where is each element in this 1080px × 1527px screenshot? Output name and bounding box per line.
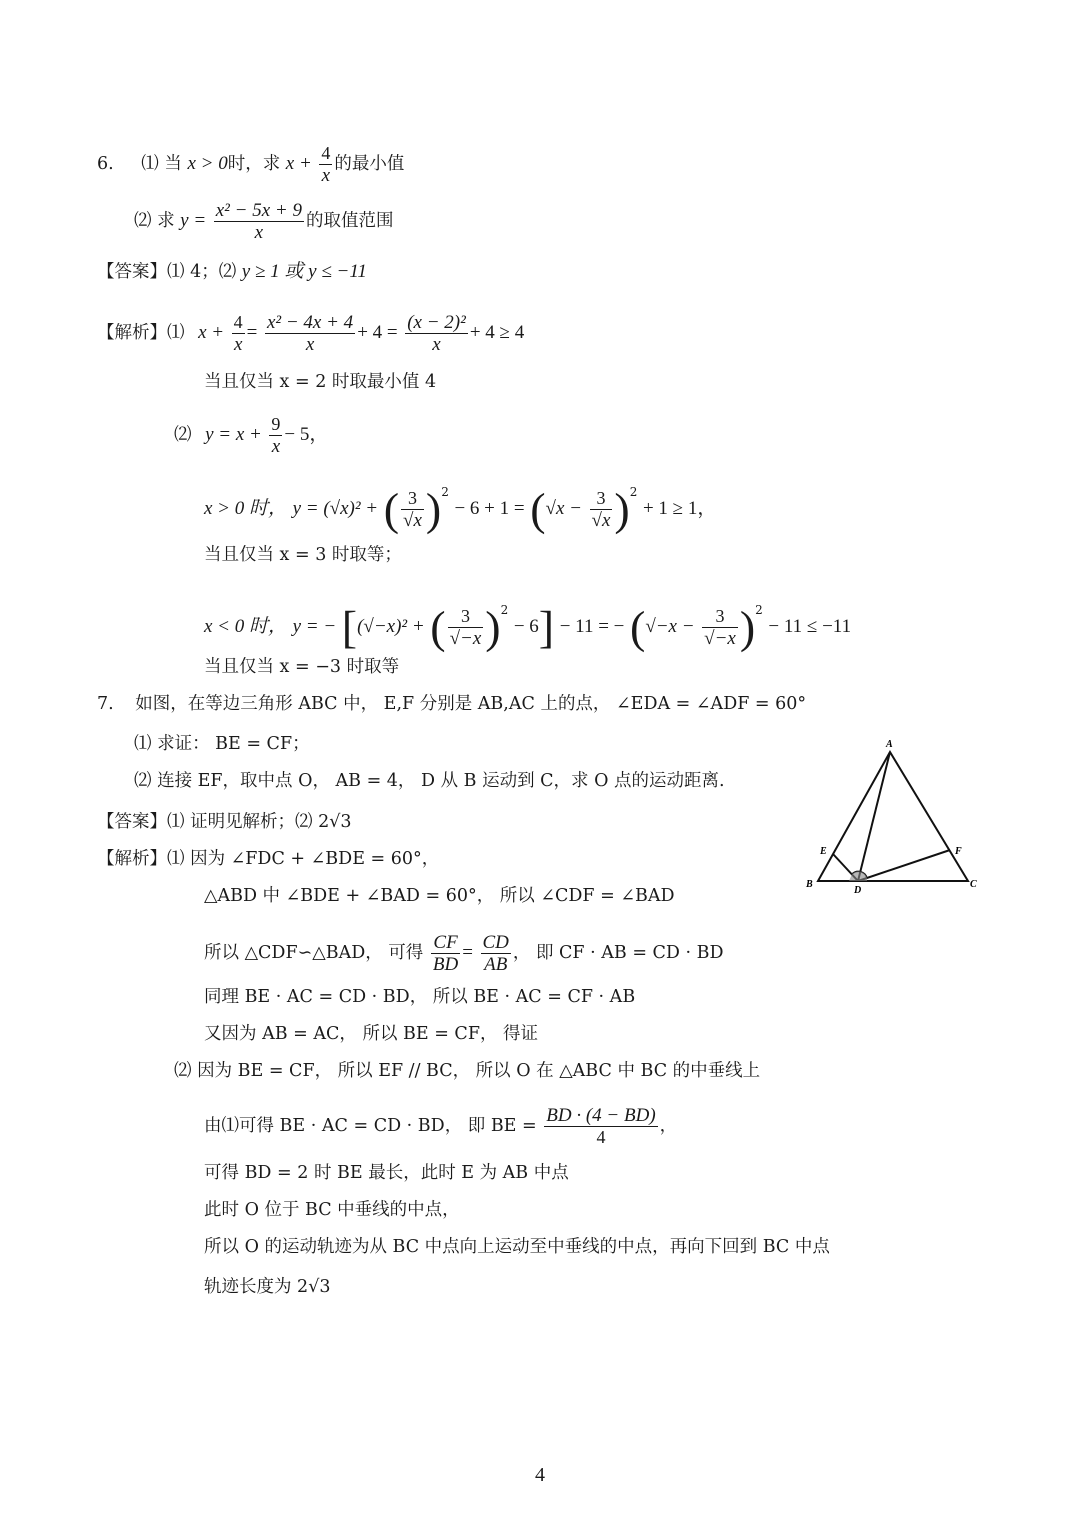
problem7-solution-line11: 轨迹长度为 2√3: [204, 1277, 331, 1297]
problem7-solution-line1: 【解析】⑴ 因为 ∠FDC + ∠BDE = 60°，: [97, 849, 440, 869]
problem6-part2: ⑵ 求 y = $\frac{\text{x² − 5x + 9}}{x}$ 的取值范围: [134, 200, 394, 243]
label-c: C: [970, 879, 977, 890]
label-f: F: [955, 846, 962, 857]
problem7-solution-line5: 又因为 AB = AC， 所以 BE = CF， 得证: [204, 1024, 539, 1044]
problem7-solution-line2: △ABD 中 ∠BDE + ∠BAD = 60°， 所以 ∠CDF = ∠BAD: [204, 886, 675, 906]
fraction-quadratic: $\frac{\text{x² − 5x + 9}}{x}$: [215, 200, 302, 243]
label-a: A: [886, 739, 893, 750]
segment-df: [858, 850, 950, 881]
problem7-solution-line7: 由⑴可得 BE · AC = CD · BD， 即 BE = $\frac{BD \cdot (4 - BD)}{4}$ ，: [204, 1105, 678, 1147]
problem7-answer: 【答案】⑴ 证明见解析；⑵ 2√3: [97, 812, 352, 832]
problem6-answer: 【答案】⑴ 4；⑵ y ≥ 1 或 y ≤ −11: [97, 261, 367, 282]
problem6-solution-line4: x > 0 时， y = (√x)² + ( $\frac{3}{√x}$ )$^2$ − 6 + 1 = (√x − $\frac{3}{√x}$ )$^2$ + 1 ≥ 1，: [204, 483, 717, 535]
label-b: B: [806, 879, 813, 890]
problem6-solution-line6: x < 0 时， y = − [(√−x)² + ( $\frac{3}{√-x}$ )$^2$ − 6] − 11 = − (√−x − $\frac{3}{√-x}$ )$^2$ − 11 ≤ −11: [204, 601, 852, 653]
problem7-solution-line4: 同理 BE · AC = CD · BD， 所以 BE · AC = CF · AB: [204, 987, 636, 1007]
problem7-solution-line9: 此时 O 位于 BC 中垂线的中点，: [204, 1200, 460, 1220]
label-e: E: [820, 846, 827, 857]
problem6-solution-line1: 【解析】⑴ x + $\frac{4}{x}$ = $\frac{\text{x² − 4x + 4}}{x}$ + 4 = $\frac{\text{(x − 2)²}}{x}$ + 4 ≥ 4: [97, 312, 525, 355]
problem6-solution-line2: 当且仅当 x = 2 时取最小值 4: [204, 372, 437, 392]
problem7-stem: 7. 如图，在等边三角形 ABC 中， E,F 分别是 AB,AC 上的点， ∠EDA = ∠ADF = 60°: [97, 694, 807, 714]
problem6-solution-line5: 当且仅当 x = 3 时取等；: [204, 545, 402, 565]
problem7-solution-line6: ⑵ 因为 BE = CF， 所以 EF // BC， 所以 O 在 △ABC 中 BC 的中垂线上: [174, 1061, 761, 1081]
problem7-part2: ⑵ 连接 EF，取中点 O， AB = 4， D 从 B 运动到 C，求 O 点的运动距离.: [134, 771, 725, 791]
problem7-solution-line3: 所以 △CDF∽△BAD， 可得 $\frac{CF}{BD}$ = $\frac{CD}{AB}$ ， 即 CF · AB = CD · BD: [204, 932, 724, 975]
problem6-number: 6.: [97, 154, 114, 174]
label-d: D: [854, 885, 862, 896]
segment-ad: [858, 752, 890, 881]
triangle-figure: [800, 730, 990, 900]
problem6-solution-line3: ⑵ y = x + $\frac{9}{x}$ − 5，: [174, 414, 329, 457]
problem7-solution-line8: 可得 BD = 2 时 BE 最长，此时 E 为 AB 中点: [204, 1163, 569, 1183]
fraction-4-over-x: $\frac{4}{x}$: [321, 143, 331, 186]
problem7-part1: ⑴ 求证： BE = CF；: [134, 734, 310, 754]
problem6-solution-line7: 当且仅当 x = −3 时取等: [204, 657, 400, 677]
problem7-solution-line10: 所以 O 的运动轨迹为从 BC 中点向上运动至中垂线的中点，再向下回到 BC 中点: [204, 1237, 830, 1257]
problem6-part1: 6. ⑴ 当 x > 0时，求 x + $\frac{4}{x}$ 的最小值: [97, 143, 405, 186]
page-number: 4: [535, 1464, 545, 1486]
